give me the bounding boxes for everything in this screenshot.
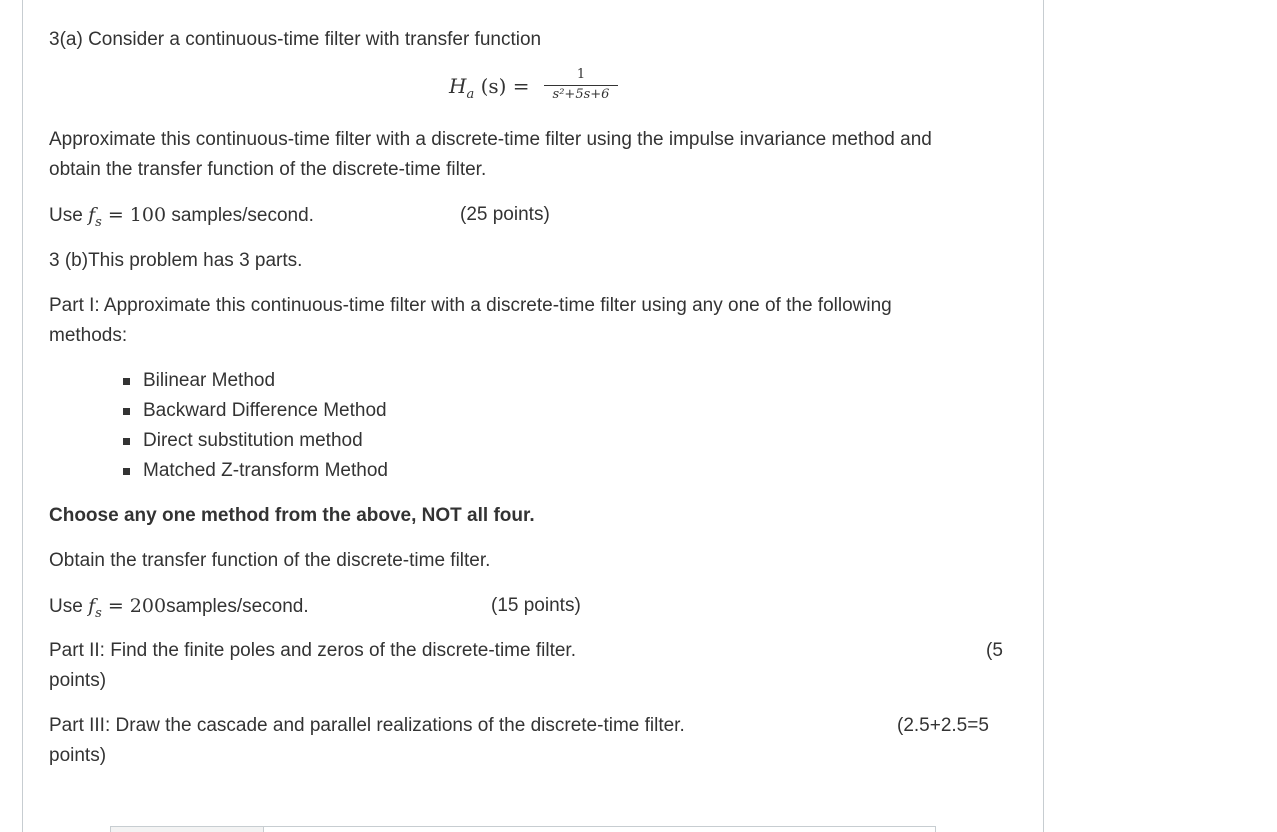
equation-func: H — [449, 74, 467, 98]
equation-sub: a — [466, 87, 475, 102]
fs-sub: s — [95, 606, 102, 621]
part-a-paragraph-line1: Approximate this continuous-time filter with a discrete-time filter using the impulse invariance method and — [49, 129, 932, 150]
part3-line1: Part III: Draw the cascade and parallel realizations of the discrete-time filter. — [49, 715, 685, 736]
equation-denominator: s²+5s+6 — [552, 87, 610, 102]
fs-value: = 100 — [107, 204, 167, 226]
fs-unit: samples/second. — [166, 596, 309, 617]
part3-line2: points) — [49, 745, 107, 766]
equation-lhs — [449, 71, 530, 105]
part1-line2: methods: — [49, 325, 128, 346]
obtain-line: Obtain the transfer function of the discrete-time filter. — [49, 550, 491, 571]
part2-points: (5 — [986, 640, 1003, 661]
choose-note: Choose any one method from the above, NOT all four. — [49, 505, 535, 526]
transfer-function-equation — [449, 67, 649, 111]
part2-line2: points) — [49, 670, 107, 691]
fs-expression — [88, 595, 167, 621]
equation-arg: (s) = — [480, 74, 530, 98]
methods-list — [123, 366, 388, 486]
fraction-bar — [544, 85, 618, 86]
use-label: Use — [49, 596, 83, 617]
equation-fraction — [544, 67, 618, 103]
part2-line1: Part II: Find the finite poles and zeros of the discrete-time filter. — [49, 640, 576, 661]
fs-sub: s — [95, 215, 102, 230]
fs-unit: samples/second. — [171, 205, 314, 226]
part-a-paragraph-line2: obtain the transfer function of the discrete-time filter. — [49, 159, 487, 180]
fs-value: = 200 — [107, 595, 167, 617]
fs-symbol: f — [88, 595, 96, 617]
part-a-heading: 3(a) Consider a continuous-time filter with transfer function — [49, 29, 542, 50]
part-a-points: (25 points) — [460, 204, 550, 225]
question-panel — [22, 0, 1044, 832]
method-item: Bilinear Method — [123, 366, 388, 396]
part-b-points: (15 points) — [491, 595, 581, 616]
part1-line1: Part I: Approximate this continuous-time filter with a discrete-time filter using any one of the following — [49, 295, 892, 316]
part-b-heading: 3 (b)This problem has 3 parts. — [49, 250, 303, 271]
editor-toolbar-tab[interactable] — [110, 826, 264, 832]
method-item: Backward Difference Method — [123, 396, 388, 426]
part-b-sampling-rate — [49, 591, 309, 624]
method-item: Direct substitution method — [123, 426, 388, 456]
method-item: Matched Z-transform Method — [123, 456, 388, 486]
use-label: Use — [49, 205, 83, 226]
fs-symbol: f — [88, 204, 96, 226]
fs-expression — [88, 204, 167, 230]
equation-numerator: 1 — [576, 67, 586, 82]
part-a-sampling-rate — [49, 200, 314, 233]
part3-points: (2.5+2.5=5 — [897, 715, 989, 736]
